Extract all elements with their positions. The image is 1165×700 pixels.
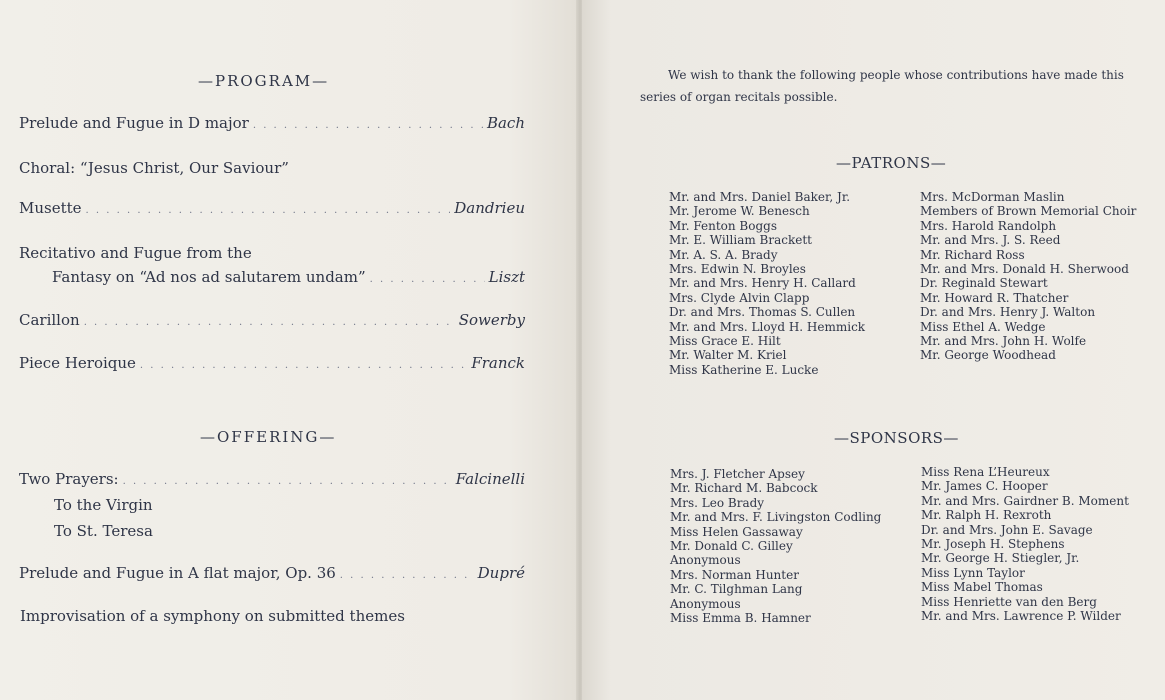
program-item bbox=[52, 268, 525, 290]
patrons-list-left bbox=[669, 190, 865, 377]
program-item-composer: Bach bbox=[486, 114, 525, 132]
dot-leader bbox=[123, 476, 452, 487]
offering-item bbox=[19, 564, 525, 586]
dot-leader bbox=[253, 120, 483, 131]
patron-name: Mr. and Mrs. Henry H. Callard bbox=[669, 276, 856, 291]
sponsor-name: Anonymous bbox=[670, 553, 741, 568]
patron-name: Miss Ethel A. Wedge bbox=[920, 319, 1046, 334]
sponsor-name: Dr. and Mrs. John E. Savage bbox=[921, 522, 1093, 537]
program-item-title: Carillon bbox=[19, 311, 80, 329]
sponsor-name: Mr. George H. Stiegler, Jr. bbox=[921, 551, 1080, 566]
sponsors-list-right bbox=[921, 465, 1129, 623]
offering-item-composer: Dupré bbox=[477, 564, 525, 582]
patron-name: Miss Grace E. Hilt bbox=[669, 334, 781, 349]
dot-leader bbox=[370, 274, 485, 285]
offering-item bbox=[19, 470, 525, 492]
sponsor-name: Miss Mabel Thomas bbox=[921, 580, 1043, 595]
offering-item-title: Improvisation of a symphony on submitted themes bbox=[20, 607, 405, 625]
sponsor-name: Mr. Ralph H. Rexroth bbox=[921, 508, 1052, 523]
sponsor-name: Miss Henriette van den Berg bbox=[921, 594, 1097, 609]
program-item-title: Piece Heroique bbox=[19, 354, 136, 372]
sponsor-name: Mr. and Mrs. F. Livingston Codling bbox=[670, 510, 882, 525]
patron-name: Mrs. McDorman Maslin bbox=[920, 190, 1065, 204]
sponsor-name: Mr. Joseph H. Stephens bbox=[921, 537, 1065, 552]
sponsor-name: Mr. Donald C. Gilley bbox=[670, 539, 793, 554]
patron-name: Mr. A. S. A. Brady bbox=[669, 247, 778, 262]
program-item-composer: Liszt bbox=[488, 268, 525, 286]
program-item bbox=[19, 199, 525, 221]
program-item bbox=[19, 354, 525, 376]
program-item-title: Choral: “Jesus Christ, Our Saviour” bbox=[19, 159, 289, 177]
program-heading: —PROGRAM— bbox=[198, 72, 330, 90]
sponsor-name: Mr. James C. Hooper bbox=[921, 479, 1048, 494]
sponsor-name: Anonymous bbox=[670, 596, 741, 611]
patron-name: Mr. Howard R. Thatcher bbox=[920, 290, 1069, 305]
offering-item-composer: Falcinelli bbox=[455, 470, 525, 488]
patrons-list-right bbox=[920, 190, 1136, 363]
sponsor-name: Mrs. J. Fletcher Apsey bbox=[670, 467, 805, 481]
patrons-heading: —PATRONS— bbox=[836, 154, 947, 172]
patron-name: Dr. and Mrs. Henry J. Walton bbox=[920, 305, 1096, 320]
program-item-composer: Dandrieu bbox=[454, 199, 525, 217]
patron-name: Mr. and Mrs. Lloyd H. Hemmick bbox=[669, 319, 866, 334]
sponsor-name: Mr. Richard M. Babcock bbox=[670, 481, 818, 496]
offering-item-title: Two Prayers: bbox=[19, 470, 119, 488]
sponsor-name: Mrs. Leo Brady bbox=[670, 495, 765, 510]
left-page bbox=[0, 0, 578, 700]
patron-name: Mr. and Mrs. Donald H. Sherwood bbox=[920, 262, 1129, 277]
patron-name: Dr. Reginald Stewart bbox=[920, 276, 1048, 291]
patron-name: Mr. Richard Ross bbox=[920, 247, 1025, 262]
patron-name: Mr. Fenton Boggs bbox=[669, 218, 777, 233]
sponsor-name: Miss Lynn Taylor bbox=[921, 565, 1025, 580]
dot-leader bbox=[140, 360, 467, 371]
patron-name: Mr. Walter M. Kriel bbox=[669, 348, 787, 363]
program-item bbox=[19, 311, 525, 333]
offering-item-title: To St. Teresa bbox=[54, 522, 153, 540]
sponsor-name: Miss Rena L’Heureux bbox=[921, 465, 1050, 479]
sponsor-name: Mr. and Mrs. Gairdner B. Moment bbox=[921, 493, 1129, 508]
sponsors-heading: —SPONSORS— bbox=[834, 429, 959, 447]
patron-name: Mr. E. William Brackett bbox=[669, 233, 812, 248]
patron-name: Mr. and Mrs. Daniel Baker, Jr. bbox=[669, 190, 851, 204]
sponsor-name: Miss Helen Gassaway bbox=[670, 524, 803, 539]
program-item bbox=[19, 114, 525, 136]
patron-name: Members of Brown Memorial Choir bbox=[920, 204, 1137, 219]
sponsor-name: Mr. and Mrs. Lawrence P. Wilder bbox=[921, 609, 1121, 624]
patron-name: Mr. George Woodhead bbox=[920, 348, 1056, 363]
patron-name: Mr. and Mrs. John H. Wolfe bbox=[920, 334, 1087, 349]
patron-name: Mrs. Edwin N. Broyles bbox=[669, 262, 806, 277]
patron-name: Dr. and Mrs. Thomas S. Cullen bbox=[669, 305, 856, 320]
program-item-title: Recitativo and Fugue from the bbox=[19, 244, 252, 262]
offering-item-title: Prelude and Fugue in A flat major, Op. 36 bbox=[19, 564, 336, 582]
dot-leader bbox=[84, 317, 455, 328]
sponsor-name: Miss Emma B. Hamner bbox=[670, 611, 811, 626]
offering-heading: —OFFERING— bbox=[200, 428, 337, 446]
dot-leader bbox=[340, 570, 474, 581]
sponsor-name: Mrs. Norman Hunter bbox=[670, 567, 799, 582]
sponsors-list-left bbox=[670, 467, 881, 625]
patron-name: Mr. Jerome W. Benesch bbox=[669, 204, 810, 219]
patron-name: Mrs. Clyde Alvin Clapp bbox=[669, 290, 810, 305]
program-item-title: Fantasy on “Ad nos ad salutarem undam” bbox=[52, 268, 366, 286]
thanks-note: We wish to thank the following people whose contributions have made this series of organ recitals possible. bbox=[640, 68, 1124, 104]
patron-name: Mr. and Mrs. J. S. Reed bbox=[920, 233, 1061, 248]
dot-leader bbox=[86, 205, 451, 216]
patron-name: Mrs. Harold Randolph bbox=[920, 218, 1057, 233]
program-item-title: Musette bbox=[19, 199, 82, 217]
patron-name: Miss Katherine E. Lucke bbox=[669, 362, 819, 377]
program-item-composer: Sowerby bbox=[458, 311, 525, 329]
offering-item-title: To the Virgin bbox=[54, 496, 153, 514]
program-item-composer: Franck bbox=[471, 354, 525, 372]
program-item-title: Prelude and Fugue in D major bbox=[19, 114, 249, 132]
sponsor-name: Mr. C. Tilghman Lang bbox=[670, 582, 803, 597]
